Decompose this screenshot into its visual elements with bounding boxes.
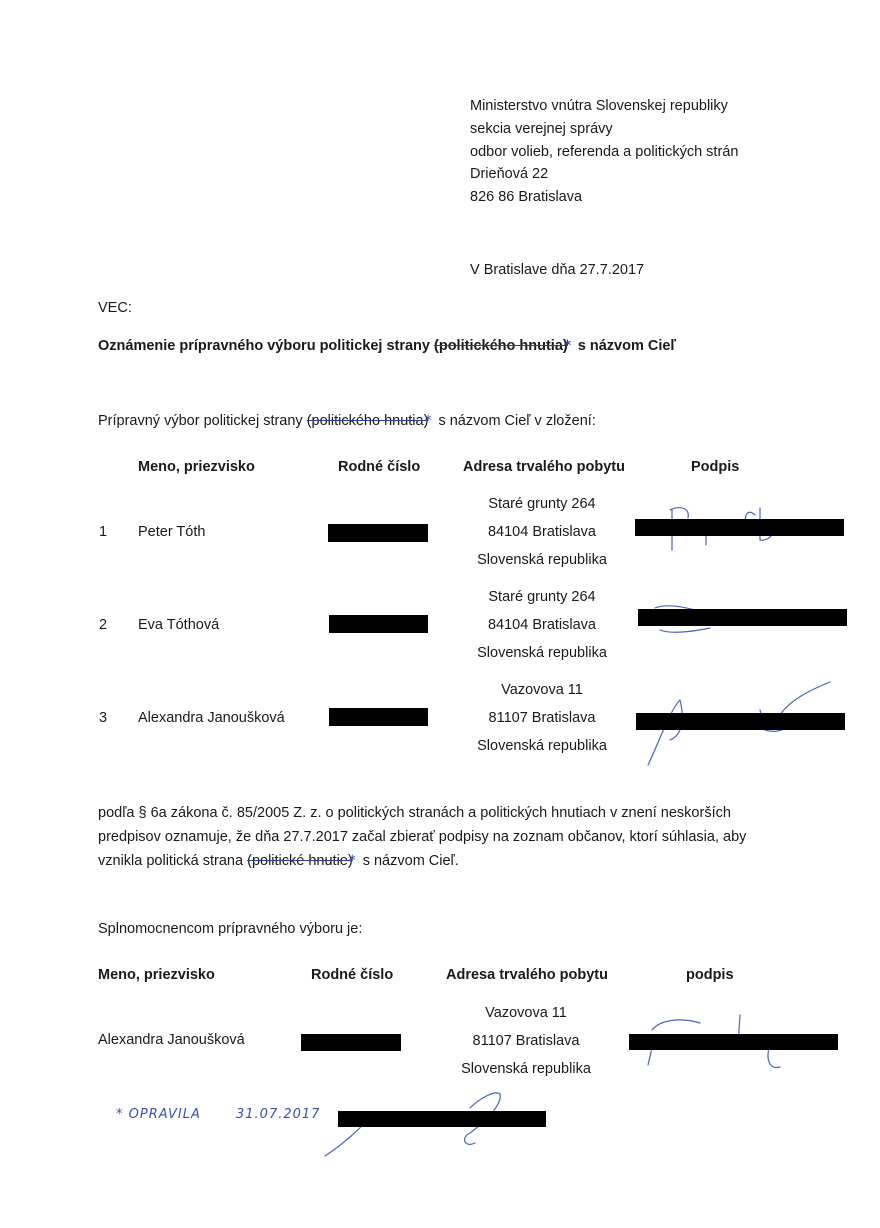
member-name: Alexandra Janoušková — [138, 710, 285, 726]
struck-text: (politického hnutia) — [434, 338, 568, 354]
recipient-line: Ministerstvo vnútra Slovenskej republiky — [470, 98, 728, 114]
address-street: Vazovova 11 — [485, 1005, 567, 1021]
address-city: 81107 Bratislava — [488, 710, 596, 726]
address-country: Slovenská republika — [477, 645, 607, 661]
member-name: Peter Tóth — [138, 524, 206, 540]
header-name: Meno, priezvisko — [98, 967, 215, 983]
address-city: 84104 Bratislava — [487, 524, 596, 540]
header-birth-number: Rodné číslo — [338, 459, 421, 475]
paragraph-line: podľa § 6a zákona č. 85/2005 Z. z. o politických stranách a politických hnutiach v znení neskorších — [98, 805, 731, 821]
redacted-signature — [629, 1034, 838, 1050]
paragraph-text-end: s názvom Cieľ. — [362, 853, 459, 869]
subject-line — [98, 338, 676, 354]
subject-label: VEC: — [98, 300, 132, 316]
representative-name: Alexandra Janoušková — [98, 1032, 245, 1048]
recipient-line: 826 86 Bratislava — [470, 189, 583, 205]
subject-text-end: s názvom Cieľ — [577, 338, 677, 354]
paragraph-line — [98, 853, 459, 869]
intro-text-end: s názvom Cieľ v zložení: — [438, 413, 596, 429]
redacted-signature — [338, 1111, 546, 1127]
recipient-line: Drieňová 22 — [470, 166, 549, 182]
address-city: 81107 Bratislava — [472, 1033, 580, 1049]
header-birth-number: Rodné číslo — [311, 967, 394, 983]
subject-text: Oznámenie prípravného výboru politickej strany — [98, 338, 430, 354]
redacted-signature — [638, 609, 847, 626]
address-country: Slovenská republika — [477, 552, 607, 568]
correction-date: 31.07.2017 — [236, 1107, 321, 1122]
address-street: Staré grunty 264 — [488, 589, 596, 605]
header-address: Adresa trvalého pobytu — [446, 967, 608, 983]
address-street: Vazovova 11 — [501, 682, 583, 698]
redacted-birth-number — [328, 524, 428, 542]
committee-intro — [98, 413, 596, 429]
header-name: Meno, priezvisko — [138, 459, 255, 475]
recipient-line: odbor volieb, referenda a politických strán — [470, 144, 739, 160]
redacted-birth-number — [329, 615, 428, 633]
member-name: Eva Tóthová — [138, 617, 220, 633]
recipient-line: sekcia verejnej správy — [470, 121, 613, 137]
header-signature: podpis — [686, 967, 734, 983]
address-country: Slovenská republika — [461, 1061, 591, 1077]
redacted-birth-number — [301, 1034, 401, 1051]
paragraph-text: vznikla politická strana — [98, 853, 244, 869]
row-number: 2 — [99, 617, 108, 633]
address-street: Staré grunty 264 — [488, 496, 596, 512]
row-number: 1 — [99, 524, 108, 540]
row-number: 3 — [99, 710, 108, 726]
intro-text: Prípravný výbor politickej strany — [98, 413, 303, 429]
representative-intro: Splnomocnencom prípravného výboru je: — [98, 921, 363, 937]
redacted-signature — [636, 713, 845, 730]
correction-label: * OPRAVILA — [116, 1107, 201, 1122]
struck-text: (politické hnutie) — [247, 853, 353, 869]
address-city: 84104 Bratislava — [487, 617, 596, 633]
redacted-birth-number — [329, 708, 428, 726]
header-address: Adresa trvalého pobytu — [463, 459, 625, 475]
header-signature: Podpis — [691, 459, 740, 475]
place-date: V Bratislave dňa 27.7.2017 — [470, 262, 645, 278]
paragraph-line: predpisov oznamuje, že dňa 27.7.2017 začal zbierať podpisy na zoznam občanov, ktorí súhlasia, aby — [98, 829, 747, 845]
redacted-signature — [635, 519, 844, 536]
address-country: Slovenská republika — [477, 738, 607, 754]
struck-text: (politického hnutia) — [306, 413, 429, 429]
